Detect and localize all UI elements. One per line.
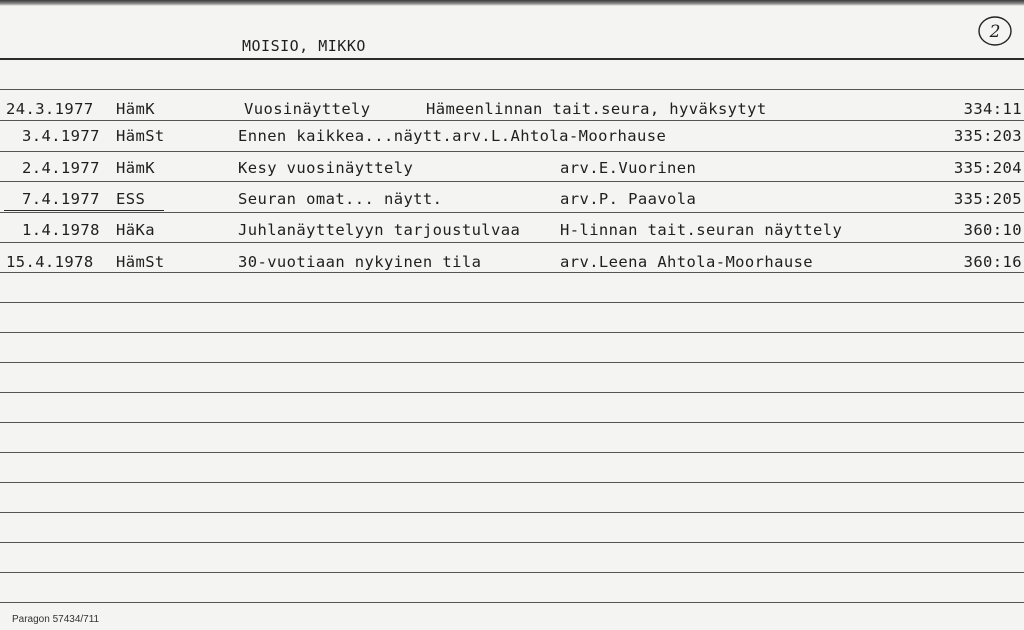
ruled-line [0, 422, 1024, 423]
table-row [0, 127, 1024, 157]
row-detail: H-linnan tait.seuran näyttely [560, 221, 843, 239]
row-ref: 360:16 [963, 253, 1022, 271]
ruled-line [0, 362, 1024, 363]
ruled-line [0, 512, 1024, 513]
ruled-line [0, 302, 1024, 303]
row-event: Juhlanäyttelyyn tarjoustulvaa [238, 221, 521, 239]
ruled-line [0, 452, 1024, 453]
table-row [0, 221, 1024, 251]
header-rule-2 [0, 89, 1024, 90]
row-ref: 335:205 [953, 190, 1022, 208]
date-underline [4, 210, 164, 211]
row-detail: arv.P. Paavola [560, 190, 697, 208]
card-number-circle [976, 14, 1014, 48]
ruled-line [0, 181, 1024, 182]
table-row [0, 100, 1024, 130]
row-ref: 360:10 [963, 221, 1022, 239]
card-number: 2 [989, 22, 1001, 42]
row-event: Ennen kaikkea...näytt.arv.L.Ahtola-Moorhause [238, 127, 667, 145]
header-rule [0, 58, 1024, 60]
row-event: Seuran omat... näytt. [238, 190, 443, 208]
row-place: HämK [116, 100, 155, 118]
ruled-line [0, 151, 1024, 152]
table-row [0, 159, 1024, 189]
row-detail: Hämeenlinnan tait.seura, hyväksytyt [426, 100, 767, 118]
row-place: HämSt [116, 253, 165, 271]
row-event: Vuosinäyttely [244, 100, 371, 118]
ruled-line [0, 482, 1024, 483]
ruled-line [0, 332, 1024, 333]
row-date: 24.3.1977 [6, 100, 94, 118]
table-row [0, 190, 1024, 220]
row-date: 3.4.1977 [22, 127, 100, 145]
row-date: 2.4.1977 [22, 159, 100, 177]
table-row [0, 253, 1024, 283]
printer-mark: Paragon 57434/711 [12, 614, 100, 625]
ruled-line [0, 242, 1024, 243]
row-detail: arv.E.Vuorinen [560, 159, 697, 177]
ruled-line [0, 572, 1024, 573]
ruled-line [0, 120, 1024, 121]
row-ref: 335:203 [953, 127, 1022, 145]
row-place: HämK [116, 159, 155, 177]
row-date: 1.4.1978 [22, 221, 100, 239]
row-date: 15.4.1978 [6, 253, 94, 271]
row-detail: arv.Leena Ahtola-Moorhause [560, 253, 814, 271]
person-name: MOISIO, MIKKO [242, 37, 366, 55]
row-place: HäKa [116, 221, 155, 239]
ruled-line [0, 272, 1024, 273]
row-ref: 335:204 [953, 159, 1022, 177]
ruled-line [0, 392, 1024, 393]
ruled-line [0, 212, 1024, 213]
row-place: ESS [116, 190, 146, 208]
row-place: HämSt [116, 127, 165, 145]
card-top-edge [0, 0, 1024, 6]
ruled-line [0, 602, 1024, 603]
ruled-line [0, 542, 1024, 543]
row-event: Kesy vuosinäyttely [238, 159, 414, 177]
row-ref: 334:11 [963, 100, 1022, 118]
row-date: 7.4.1977 [22, 190, 100, 208]
row-event: 30-vuotiaan nykyinen tila [238, 253, 482, 271]
